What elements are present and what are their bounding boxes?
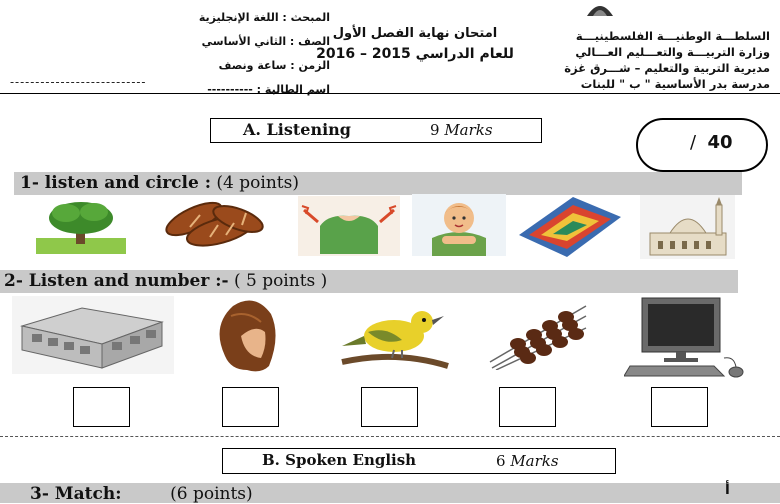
boy-icon[interactable] xyxy=(412,194,506,256)
exam-title xyxy=(300,24,530,64)
kebab-icon[interactable] xyxy=(488,298,588,370)
subject-line: المبحث : اللغة الإنجليزية xyxy=(198,11,330,24)
exam-title-line2: للعام الدراسي 2015 – 2016 xyxy=(316,46,514,62)
tree-icon[interactable] xyxy=(36,198,126,254)
header-authority xyxy=(525,28,770,92)
hair-icon[interactable] xyxy=(211,296,281,374)
answer-box-4[interactable] xyxy=(499,387,556,427)
answer-box-5[interactable] xyxy=(651,387,708,427)
header-divider xyxy=(0,93,780,94)
bread-icon[interactable] xyxy=(160,197,268,255)
answer-box-2[interactable] xyxy=(222,387,279,427)
answer-box-1[interactable] xyxy=(73,387,130,427)
grade-line: الصف : الثاني الأساسي xyxy=(201,35,330,48)
section-a-marks: 9 Marks xyxy=(430,121,493,139)
rug-icon[interactable] xyxy=(513,195,625,259)
student-name-line: اسم الطالبة : ---------- xyxy=(207,83,330,96)
question-3-heading: 3- Match: (6 points) xyxy=(30,484,253,504)
answer-box-3[interactable] xyxy=(361,387,418,427)
section-a-title: A. Listening xyxy=(243,120,351,139)
section-divider xyxy=(0,436,780,437)
section-b-title: B. Spoken English xyxy=(262,451,417,469)
school-line: مدرسة بدر الأساسية " ب " للبنات xyxy=(580,77,770,91)
authority-line: السلطـــة الوطنيـــة الفلسطينيـــة xyxy=(575,29,770,43)
time-line: الزمن : ساعة ونصف xyxy=(218,59,330,72)
exam-title-line1: امتحان نهاية الفصل الأول xyxy=(332,26,498,41)
computer-icon[interactable] xyxy=(624,296,750,380)
school-icon[interactable] xyxy=(12,296,174,374)
emblem-icon xyxy=(585,0,615,16)
name-blank-line: --------------------------- xyxy=(10,75,147,89)
directorate-line: مديرية التربية والتعليم – شـــرق غزة xyxy=(564,61,770,75)
question-3-arabic-label: أ xyxy=(725,482,730,498)
bird-icon[interactable] xyxy=(336,296,452,376)
shirt-icon[interactable] xyxy=(298,196,400,256)
section-b-marks: 6 Marks xyxy=(496,452,559,470)
score-total: / 40 xyxy=(690,132,733,153)
question-2-heading: 2- Listen and number :- ( 5 points ) xyxy=(4,271,328,291)
question-1-heading: 1- listen and circle : (4 points) xyxy=(20,173,299,193)
ministry-line: وزارة التربيـــة والتعـــليم العـــالي xyxy=(575,45,770,59)
mosque-icon[interactable] xyxy=(640,195,735,259)
